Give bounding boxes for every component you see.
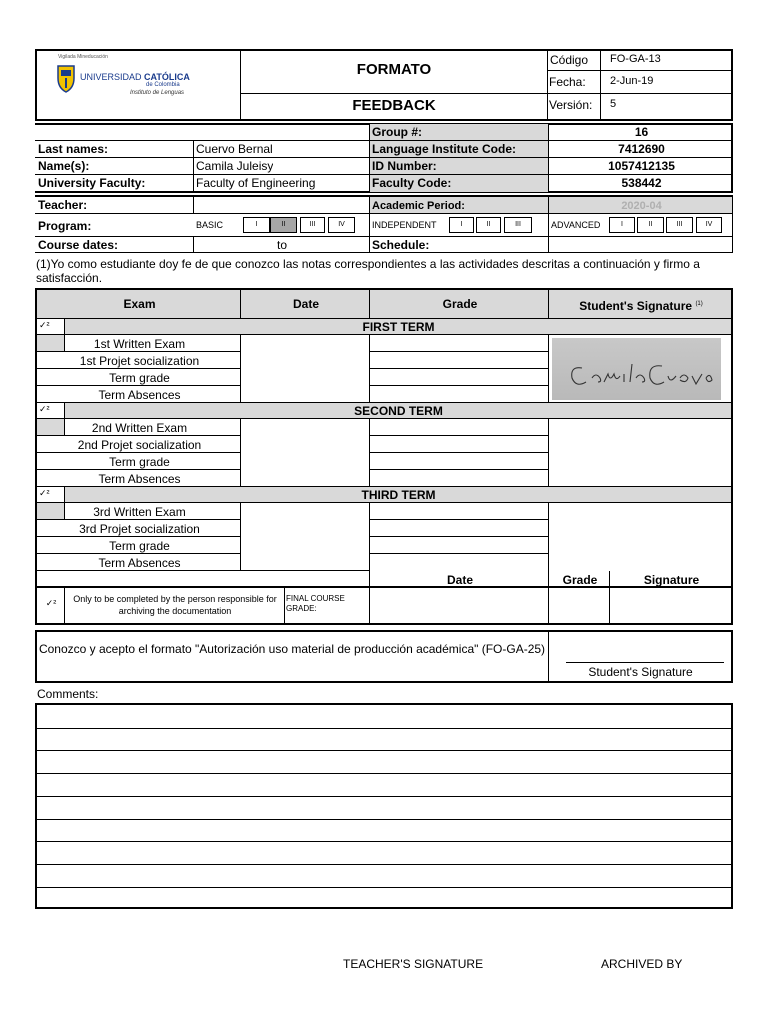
- academic-period-value: 2020-04: [621, 200, 662, 212]
- grade-cell[interactable]: [370, 436, 548, 453]
- archived-by-label: ARCHIVED BY: [601, 957, 683, 971]
- course-dates-label: Course dates:: [38, 238, 119, 252]
- final-signature-label: Signature: [643, 573, 700, 587]
- comments-frame: [35, 703, 733, 909]
- grade-cell[interactable]: [370, 335, 548, 352]
- consent-signature-line[interactable]: [566, 662, 724, 663]
- exam-row-label: 2nd Written Exam: [91, 421, 188, 435]
- logo-name: [80, 72, 190, 82]
- final-grade-label: Grade: [562, 573, 598, 587]
- header-divider: [547, 70, 733, 71]
- grade-cell[interactable]: [370, 503, 548, 520]
- logo-name-a: UNIVERSIDAD: [80, 72, 142, 82]
- logo-sub2: Instituto de Lenguas: [130, 90, 185, 96]
- comments-label: Comments:: [37, 687, 99, 701]
- independent-label: INDEPENDENT: [372, 220, 437, 230]
- group-value: 16: [634, 125, 649, 139]
- exam-row-label: 3rd Written Exam: [93, 505, 186, 519]
- exam-row-label: Term grade: [109, 455, 170, 469]
- independent-level-ii[interactable]: II: [476, 217, 501, 233]
- grades-line: [35, 536, 241, 537]
- term-check: ✓²: [39, 404, 50, 414]
- last-names-value: Cuervo Bernal: [196, 142, 273, 156]
- independent-level-iii[interactable]: III: [504, 217, 532, 233]
- archive-note: Only to be completed by the person responsible for archiving the documentation: [73, 594, 277, 616]
- date-cell[interactable]: [241, 335, 369, 403]
- comment-line[interactable]: [37, 841, 731, 842]
- archive-check: ✓²: [45, 598, 57, 608]
- comment-line[interactable]: [37, 887, 731, 888]
- comment-line[interactable]: [37, 819, 731, 820]
- grade-cell[interactable]: [370, 554, 548, 571]
- grades-line: [35, 452, 241, 453]
- lic-label: Language Institute Code:: [372, 142, 516, 156]
- group-label: Group #:: [372, 125, 422, 139]
- id-value: 1057412135: [608, 159, 675, 173]
- term-check: ✓²: [39, 488, 50, 498]
- date-cell[interactable]: [241, 503, 369, 571]
- grade-cell[interactable]: [370, 520, 548, 537]
- id-label: ID Number:: [372, 159, 437, 173]
- exam-row-label: 1st Projet socialization: [79, 354, 200, 368]
- faculty-value: Faculty of Engineering: [196, 176, 316, 190]
- advanced-level-i[interactable]: I: [609, 217, 635, 233]
- shield-icon: [56, 64, 76, 94]
- teacher-signature-label: TEACHER'S SIGNATURE: [343, 957, 484, 971]
- advanced-level-iv[interactable]: IV: [696, 217, 722, 233]
- basic-level-i[interactable]: I: [243, 217, 270, 233]
- names-value: Camila Juleisy: [196, 159, 274, 173]
- declaration-text: (1)Yo como estudiante doy fe de que conozco las notas correspondientes a las actividades descritas a continuación y firmo a satisfacción.: [36, 257, 700, 285]
- codigo-label: Código: [550, 53, 589, 67]
- grades-line: [35, 435, 241, 436]
- header-divider: [600, 49, 601, 121]
- exam-row-label: Term grade: [109, 371, 170, 385]
- grades-line: [35, 368, 241, 369]
- program-label: Program:: [38, 219, 92, 233]
- comment-line[interactable]: [37, 773, 731, 774]
- term-title: SECOND TERM: [354, 404, 443, 418]
- version-label: Versión:: [549, 98, 593, 112]
- advanced-level-ii[interactable]: II: [637, 217, 664, 233]
- consent-signature-label: Student's Signature: [588, 665, 693, 679]
- grade-cell[interactable]: [370, 352, 548, 369]
- basic-level-ii[interactable]: II: [270, 217, 297, 233]
- exam-row-label: 3rd Projet socialization: [79, 522, 200, 536]
- date-cell[interactable]: [241, 419, 369, 487]
- grade-cell[interactable]: [370, 419, 548, 436]
- col-grade-header: Grade: [442, 297, 478, 311]
- comment-line[interactable]: [37, 796, 731, 797]
- comment-line[interactable]: [37, 750, 731, 751]
- final-divider: [64, 587, 65, 624]
- feedback-title: FEEDBACK: [352, 97, 436, 114]
- grade-cell[interactable]: [370, 386, 548, 403]
- signature-cell[interactable]: [549, 503, 731, 571]
- schedule-label: Schedule:: [372, 238, 430, 252]
- lic-value: 7412690: [618, 142, 665, 156]
- grade-cell[interactable]: [370, 470, 548, 487]
- grades-line: [35, 519, 241, 520]
- grade-cell[interactable]: [370, 369, 548, 386]
- logo-top-text: Vigilada Mineducación: [58, 54, 108, 60]
- exam-row-label: 1st Written Exam: [93, 337, 186, 351]
- final-date-label: Date: [446, 573, 473, 587]
- header-divider: [547, 49, 548, 121]
- codigo-value: FO-GA-13: [610, 53, 661, 65]
- faculty-label: University Faculty:: [38, 176, 146, 190]
- basic-label: BASIC: [196, 220, 224, 230]
- grades-line: [35, 570, 370, 571]
- faculty-code-label: Faculty Code:: [372, 176, 452, 190]
- signature-cell[interactable]: [549, 419, 731, 487]
- header-divider: [240, 93, 547, 94]
- advanced-level-iii[interactable]: III: [666, 217, 693, 233]
- last-names-label: Last names:: [38, 142, 109, 156]
- university-logo: [50, 54, 230, 104]
- signature-image: [552, 338, 721, 400]
- grades-line: [35, 553, 241, 554]
- col-date-header: Date: [292, 297, 319, 311]
- col-signature-sup: (1): [695, 301, 703, 307]
- col-signature-text: Student's Signature: [579, 299, 693, 313]
- teacher-label: Teacher:: [38, 198, 88, 212]
- basic-level-iii[interactable]: III: [300, 217, 325, 233]
- fecha-label: Fecha:: [549, 75, 586, 89]
- advanced-label: ADVANCED: [551, 220, 601, 230]
- teacher-value[interactable]: [194, 197, 368, 213]
- comment-line[interactable]: [37, 864, 731, 865]
- basic-level-iv[interactable]: IV: [328, 217, 355, 233]
- col-exam-header: Exam: [123, 297, 156, 311]
- grades-line: [35, 469, 241, 470]
- independent-level-i[interactable]: I: [449, 217, 474, 233]
- grade-cell[interactable]: [370, 453, 548, 470]
- header-divider: [547, 93, 733, 94]
- faculty-code-value: 538442: [621, 176, 662, 190]
- exam-row-label: Term grade: [109, 539, 170, 553]
- grade-cell[interactable]: [370, 537, 548, 554]
- col-signature-header: [549, 296, 731, 314]
- exam-row-label: 2nd Projet socialization: [77, 438, 202, 452]
- version-value: 5: [610, 98, 617, 110]
- comment-line[interactable]: [37, 728, 731, 729]
- exam-row-label: Term Absences: [98, 556, 181, 570]
- names-label: Name(s):: [38, 159, 90, 173]
- final-divider: [284, 587, 285, 624]
- grades-line: [35, 385, 241, 386]
- course-dates-to: to: [276, 238, 287, 252]
- grades-line: [35, 351, 241, 352]
- fecha-value: 2-Jun-19: [610, 75, 654, 87]
- handwritten-signature: [552, 338, 721, 400]
- formato-title: FORMATO: [356, 61, 432, 78]
- final-course-grade-label: FINAL COURSE GRADE:: [286, 594, 345, 613]
- academic-period-label: Academic Period:: [372, 200, 465, 212]
- exam-row-label: Term Absences: [98, 472, 181, 486]
- logo-name-b: CATÓLICA: [144, 72, 190, 82]
- consent-text: Conozco y acepto el formato "Autorización uso material de producción académica" (FO-GA-25): [38, 642, 546, 656]
- term-title: THIRD TERM: [361, 488, 436, 502]
- exam-row-label: Term Absences: [98, 388, 181, 402]
- term-title: FIRST TERM: [362, 320, 435, 334]
- course-divider: [35, 213, 733, 214]
- logo-sub1: de Colombia: [146, 82, 180, 88]
- term-check: ✓²: [39, 320, 50, 330]
